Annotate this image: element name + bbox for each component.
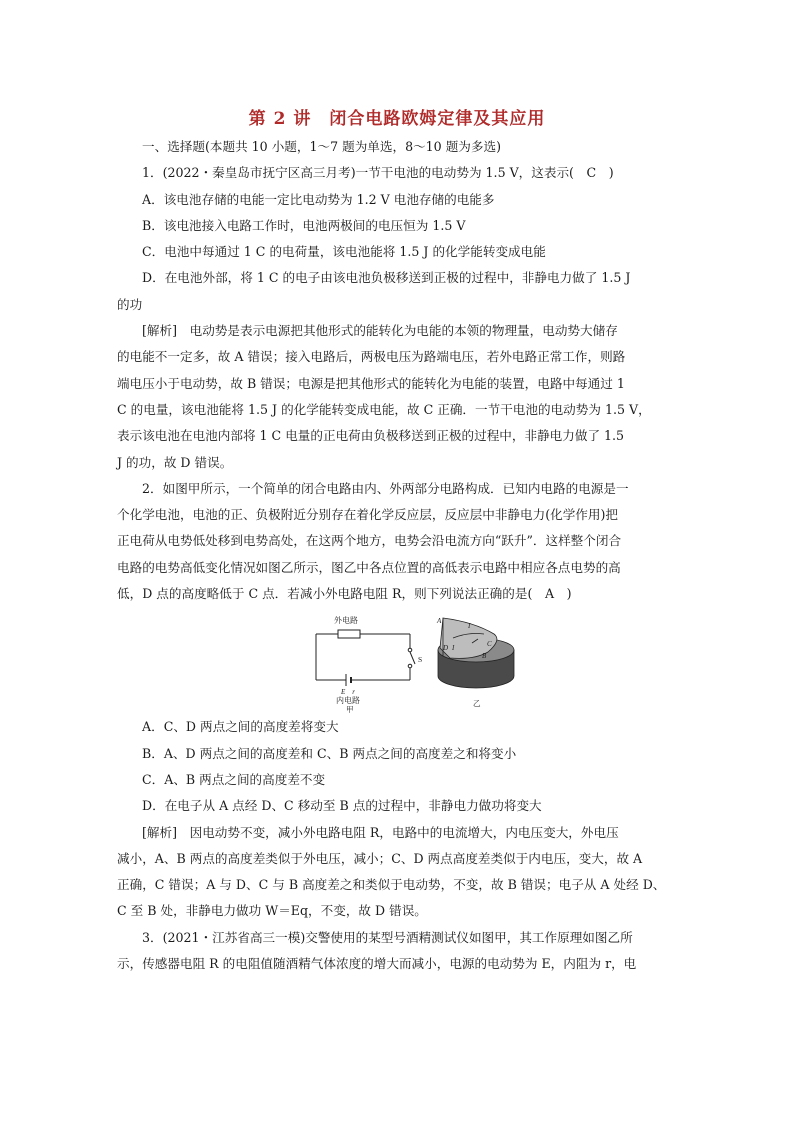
q1-analysis-line: J 的功，故 D 错误。 xyxy=(117,454,233,470)
point-a-label: A xyxy=(437,617,442,626)
q1-stem: 1．(2022・秦皇岛市抚宁区高三月考)一节干电池的电动势为 1.5 V，这表示( C ) xyxy=(142,165,614,181)
q2-stem-line: 2．如图甲所示，一个简单的闭合电路由内、外两部分电路构成．已知内电路的电源是一 xyxy=(142,480,629,496)
q3-stem-line: 示，传感器电阻 R 的电阻值随酒精气体浓度的增大而减小，电源的电动势为 E，内阻为 r，电 xyxy=(117,956,637,972)
q2-analysis-line: C 至 B 处，非静电力做功 W＝Eq，不变，故 D 错误。 xyxy=(117,903,427,919)
q3-stem-line: 3．(2021・江苏省高三一模)交警使用的某型号酒精测试仪如图甲，其工作原理如图乙所 xyxy=(142,929,633,945)
q1-analysis-line: C 的电量，该电池能将 1.5 J 的化学能转变成电能，故 C 正确．一节干电池的电动势为 1.5 V， xyxy=(117,401,651,417)
q1-option-b: B．该电池接入电路工作时，电池两极间的电压恒为 1.5 V xyxy=(142,217,466,233)
outer-circuit-label: 外电路 xyxy=(334,616,358,626)
switch-contact xyxy=(408,649,412,653)
figure-caption-jia: 甲 xyxy=(346,705,354,715)
inner-circuit-label: 内电路 xyxy=(336,696,360,706)
q1-analysis-line: [解析] 电动势是表示电源把其他形式的能转化为电能的本领的物理量，电动势大储存 xyxy=(142,323,618,339)
resistor-symbol xyxy=(338,630,360,638)
q1-analysis-line: 端电压小于电动势，故 B 错误；电源是把其他形式的能转化为电能的装置，电路中每通过 1 xyxy=(117,375,625,391)
point-c-label: C xyxy=(487,640,492,649)
current-label: I xyxy=(452,644,455,653)
document-body xyxy=(117,134,677,977)
q2-figure xyxy=(117,610,677,714)
figure-caption-yi: 乙 xyxy=(473,699,481,709)
page-title: 第 2 讲 闭合电路欧姆定律及其应用 xyxy=(248,109,546,129)
q1-option-a: A．该电池存储的电能一定比电动势为 1.2 V 电池存储的电能多 xyxy=(142,191,495,207)
q2-option-d: D．在电子从 A 点经 D、C 移动至 B 点的过程中，非静电力做功将变大 xyxy=(142,798,542,814)
switch-label: S xyxy=(418,655,423,665)
point-b-label: B xyxy=(482,652,487,661)
current-label: I xyxy=(468,622,471,631)
q1-analysis-line: 的电能不一定多，故 A 错误；接入电路后，两极电压为路端电压，若外电路正常工作，则路 xyxy=(117,349,626,365)
section-heading: 一、选择题(本题共 10 小题，1～7 题为单选，8～10 题为多选) xyxy=(142,139,501,154)
point-d-label: D xyxy=(443,644,449,653)
q2-stem-line: 电路的电势高低变化情况如图乙所示，图乙中各点位置的高低表示电路中相应各点电势的高 xyxy=(117,559,621,575)
q2-option-c: C．A、B 两点之间的高度差不变 xyxy=(142,771,326,787)
q1-option-d-cont: 的功 xyxy=(117,296,143,312)
q1-option-c: C．电池中每通过 1 C 的电荷量，该电池能将 1.5 J 的化学能转变成电能 xyxy=(142,244,546,260)
q2-stem-line: 低，D 点的高度略低于 C 点．若减小外电路电阻 R，则下列说法正确的是( A ) xyxy=(117,586,572,602)
q2-analysis-line: [解析] 因电动势不变，减小外电路电阻 R，电路中的电流增大，内电压变大，外电压 xyxy=(142,824,619,840)
switch-contact xyxy=(408,665,412,669)
battery-label: E r xyxy=(341,688,355,697)
q1-analysis-line: 表示该电池在电池内部将 1 C 电量的正电荷由负极移送到正极的过程中，非静电力做了 1.5 xyxy=(117,428,625,444)
q2-stem-line: 个化学电池，电池的正、负极附近分别存在着化学反应层，反应层中非静电力(化学作用)把 xyxy=(117,507,618,523)
q2-option-a: A．C、D 两点之间的高度差将变大 xyxy=(142,719,339,735)
circuit-figure xyxy=(312,610,522,714)
switch-blade xyxy=(410,652,415,664)
q2-option-b: B．A、D 两点之间的高度差和 C、B 两点之间的高度差之和将变小 xyxy=(142,745,517,761)
circuit-diagram xyxy=(316,630,415,686)
q1-option-d: D．在电池外部，将 1 C 的电子由该电池负极移送到正极的过程中，非静电力做了 1.5 J xyxy=(142,270,631,286)
q2-stem-line: 正电荷从电势低处移到电势高处，在这两个地方，电势会沿电流方向“跃升”．这样整个闭合 xyxy=(117,533,622,549)
q2-analysis-line: 正确，C 错误；A 与 D、C 与 B 高度差之和类似于电动势，不变，故 B 错误；电子从 A 处经 D、 xyxy=(117,877,666,893)
q2-analysis-line: 减小，A、B 两点的高度差类似于外电压，减小；C、D 两点高度差类似于内电压，变大，故 A xyxy=(117,850,643,866)
potential-model xyxy=(438,618,514,688)
